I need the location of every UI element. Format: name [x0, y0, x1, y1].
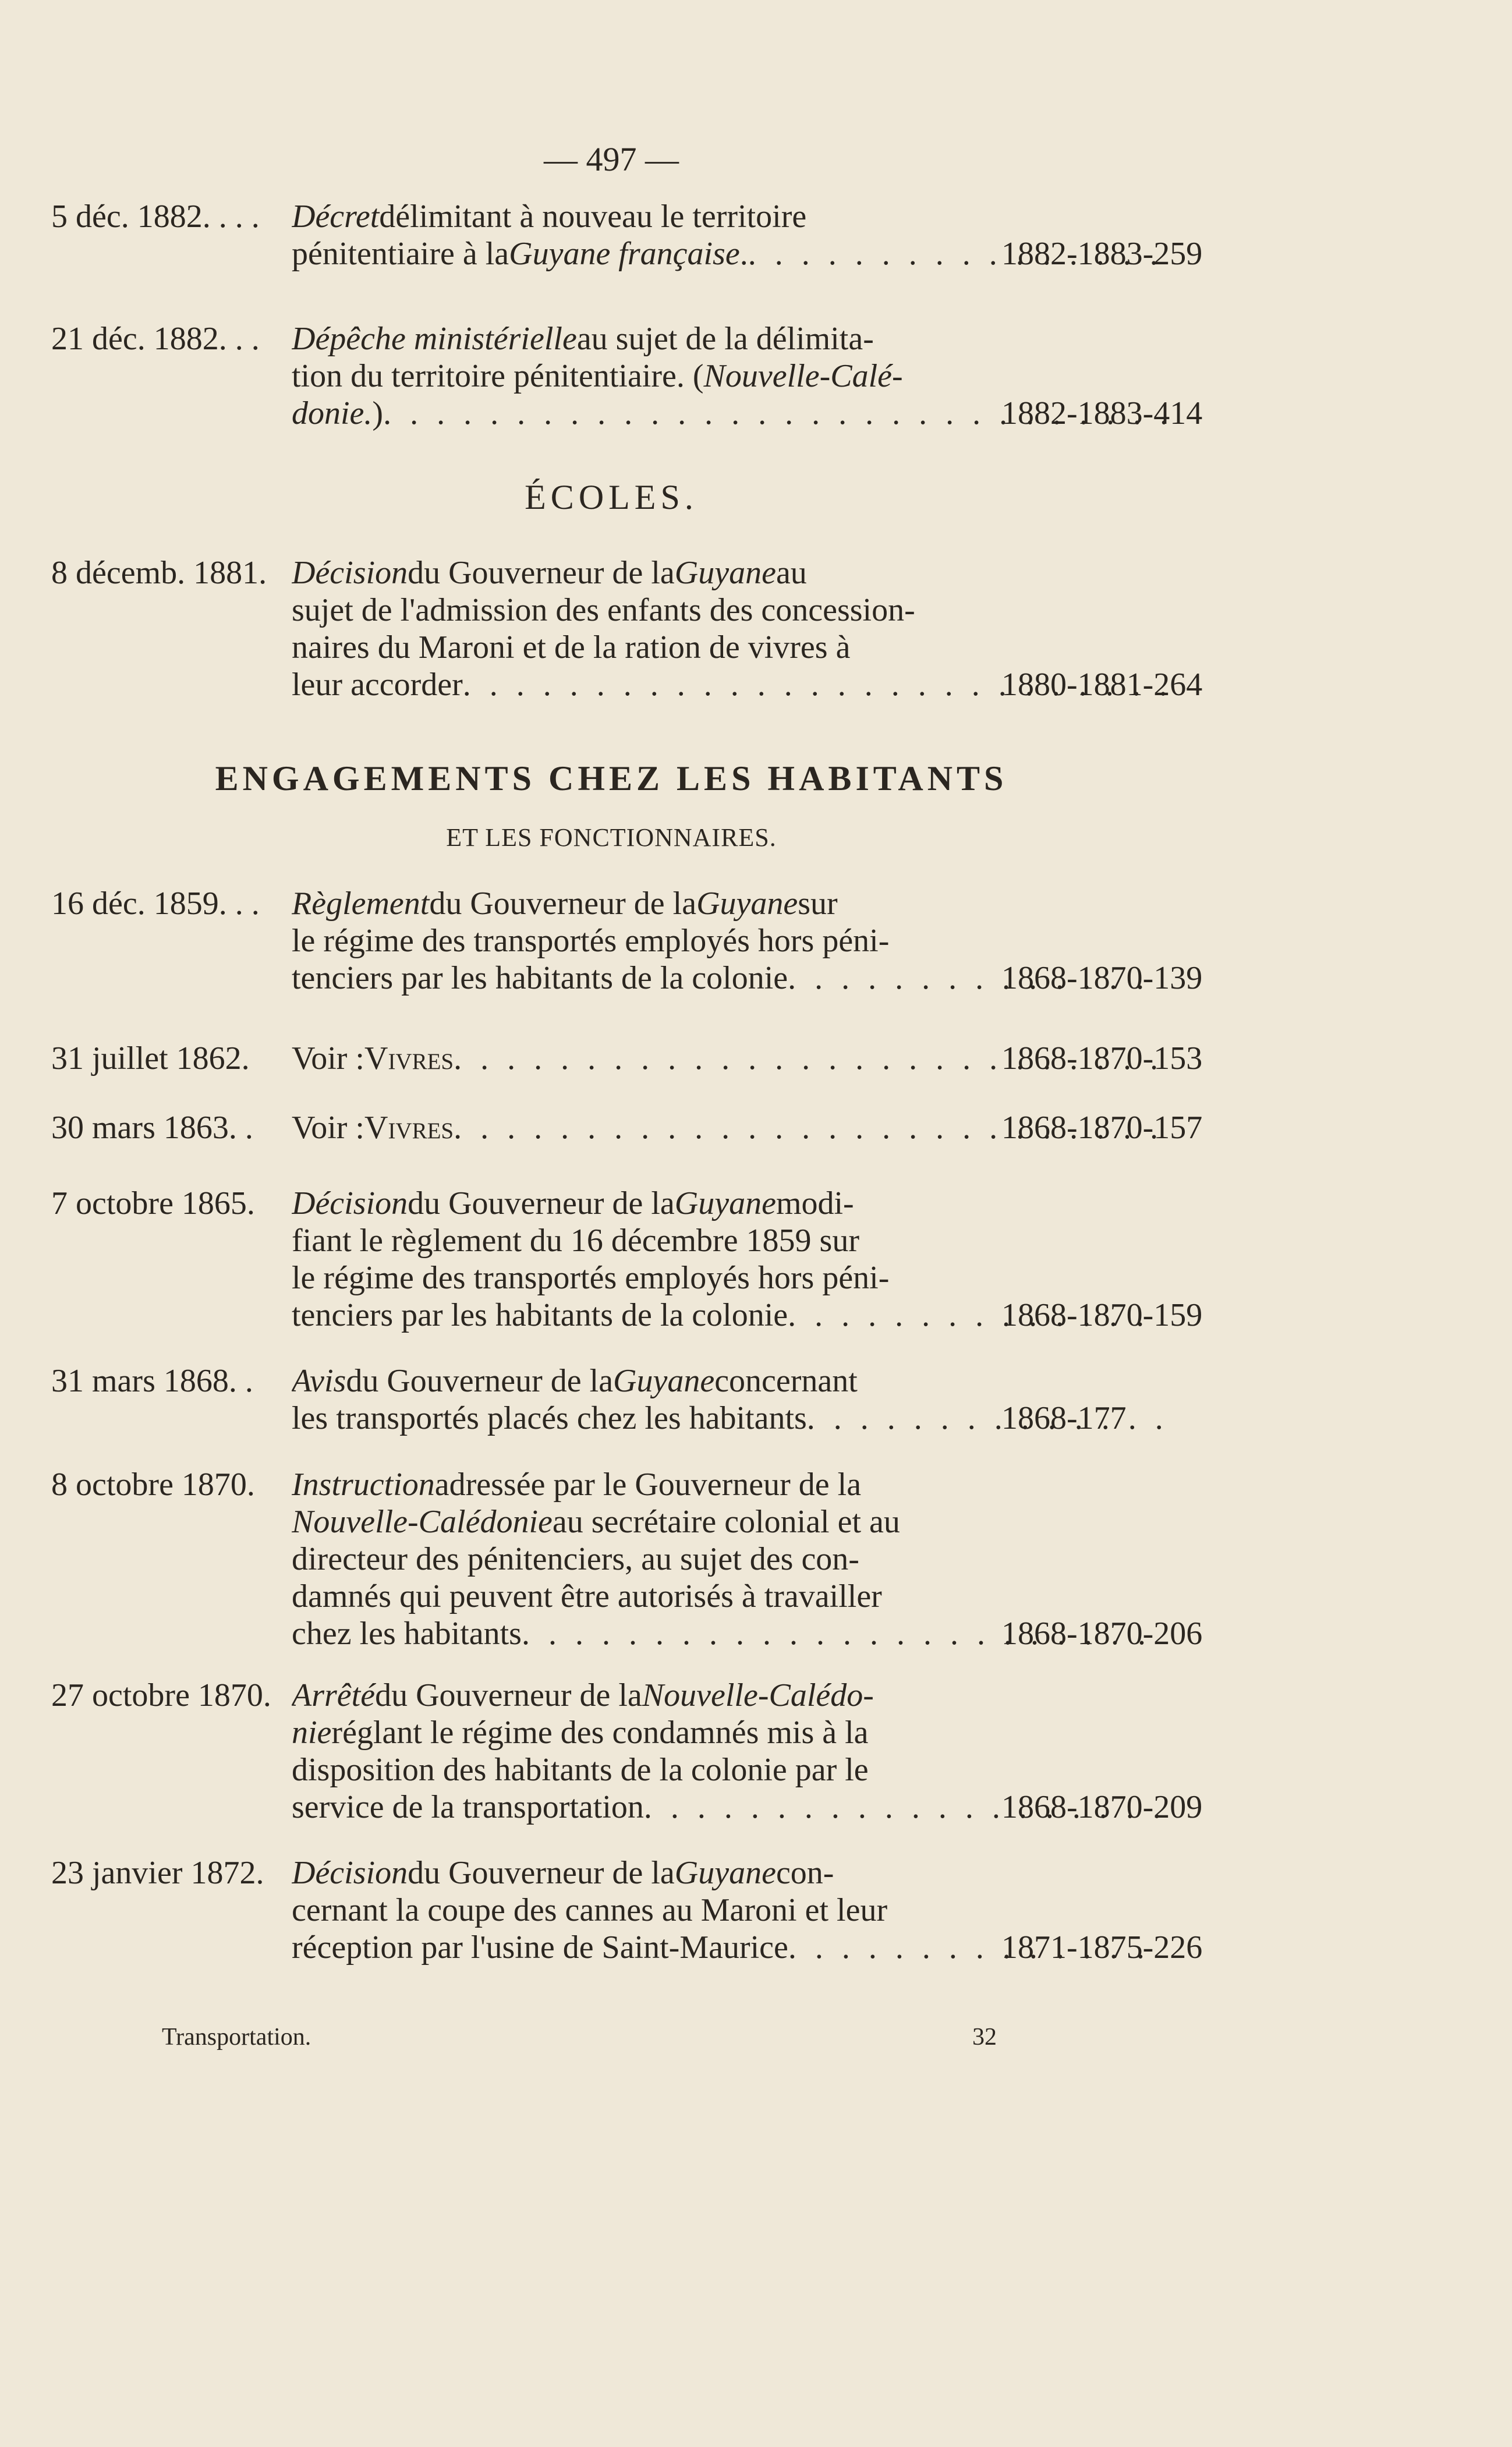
entry-reference: 1871-1875-226 — [1001, 1929, 1203, 1966]
entry-reference: 1882-1883-259 — [1001, 236, 1203, 272]
footer-signature-number: 32 — [972, 2024, 997, 2051]
entry-date: 31 mars 1868. . — [51, 1363, 253, 1399]
entry-reference: 1882-1883-414 — [1001, 395, 1203, 431]
entry-text: Voir : Vivres . . . — [292, 1040, 1165, 1077]
entry-reference: 1868-1870-159 — [1001, 1297, 1203, 1333]
entry-text: Arrêté du Gouverneur de la Nouvelle-Calédo- nie réglant le régime des condamnés mis à la disposition des habitants de la colonie par le service de la transportation . . . — [292, 1677, 1165, 1826]
entry-reference: 1868-1870-153 — [1001, 1040, 1203, 1076]
cross-reference: Vivres — [364, 1040, 454, 1076]
act-type: Décision — [292, 1855, 408, 1891]
entry-reference: 1880-1881-264 — [1001, 667, 1203, 703]
act-type: Avis — [292, 1363, 346, 1399]
entry-reference: 1868-177 — [1001, 1400, 1127, 1436]
entry-text: Règlement du Gouverneur de la Guyane sur le régime des transportés employés hors péni- tenciers par les habitants de la colonie . . . — [292, 885, 1165, 997]
act-type: Décret — [292, 199, 380, 235]
cross-reference: Vivres — [364, 1110, 454, 1146]
entry-date: 30 mars 1863. . — [51, 1110, 253, 1146]
entry-date: 7 octobre 1865. — [51, 1185, 255, 1221]
entry-reference: 1868-1870-139 — [1001, 960, 1203, 996]
entry-date: 16 déc. 1859. . . — [51, 886, 260, 922]
footer-title: Transportation. — [162, 2024, 311, 2051]
act-type: Dépêche ministérielle — [292, 321, 577, 357]
act-type: Décision — [292, 1185, 408, 1221]
entry-date: 27 octobre 1870. — [51, 1677, 271, 1713]
entry-reference: 1868-1870-209 — [1001, 1789, 1203, 1825]
entry-date: 5 déc. 1882. . . . — [51, 199, 260, 235]
entry-text: Avis du Gouverneur de la Guyane concernant les transportés placés chez les habitants . . . — [292, 1362, 1165, 1437]
section-heading-ecoles: ÉCOLES. — [525, 478, 698, 516]
entry-reference: 1868-1870-206 — [1001, 1616, 1203, 1652]
entry-text: Décret délimitant à nouveau le territoire pénitentiaire à la Guyane française . . . . — [292, 198, 1165, 272]
act-type: Décision — [292, 555, 408, 591]
entry-date: 8 octobre 1870. — [51, 1467, 255, 1503]
entry-date: 8 décemb. 1881. — [51, 555, 267, 591]
entry-date: 21 déc. 1882. . . — [51, 321, 260, 357]
act-type: Instruction — [292, 1467, 435, 1503]
entry-text: Décision du Gouverneur de la Guyane modi- fiant le règlement du 16 décembre 1859 sur le régime des transportés employés hors péni- tenciers par les habitants de la colonie . . . — [292, 1185, 1165, 1334]
entry-text: Décision du Gouverneur de la Guyane con- cernant la coupe des cannes au Maroni et leur réception par l'usine de Saint-Maurice . . . — [292, 1854, 1165, 1966]
act-type: Arrêté — [292, 1677, 376, 1713]
entry-text: Décision du Gouverneur de la Guyane au sujet de l'admission des enfants des concession- naires du Maroni et de la ration de vivres à leur accorder . . . — [292, 554, 1165, 703]
act-type: Règlement — [292, 886, 430, 922]
section-subheading: ET LES FONCTIONNAIRES. — [446, 823, 777, 852]
entry-date: 23 janvier 1872. — [51, 1855, 264, 1891]
entry-reference: 1868-1870-157 — [1001, 1110, 1203, 1146]
entry-date: 31 juillet 1862. — [51, 1040, 250, 1076]
entry-text: Instruction adressée par le Gouverneur de la Nouvelle-Calédonie au secrétaire colonial et au directeur des pénitenciers, au sujet des con- damnés qui peuvent être autorisés à travailler chez les habitants . . . — [292, 1466, 1165, 1652]
entry-text: Dépêche ministérielle au sujet de la délimita- tion du territoire pénitentiaire. ( Nouvelle-Calé- donie. ) . . . — [292, 320, 1165, 432]
entry-text: Voir : Vivres . . . — [292, 1109, 1165, 1146]
page-number: — 497 — — [544, 140, 679, 178]
section-heading-engagements: ENGAGEMENTS CHEZ LES HABITANTS — [215, 759, 1008, 798]
